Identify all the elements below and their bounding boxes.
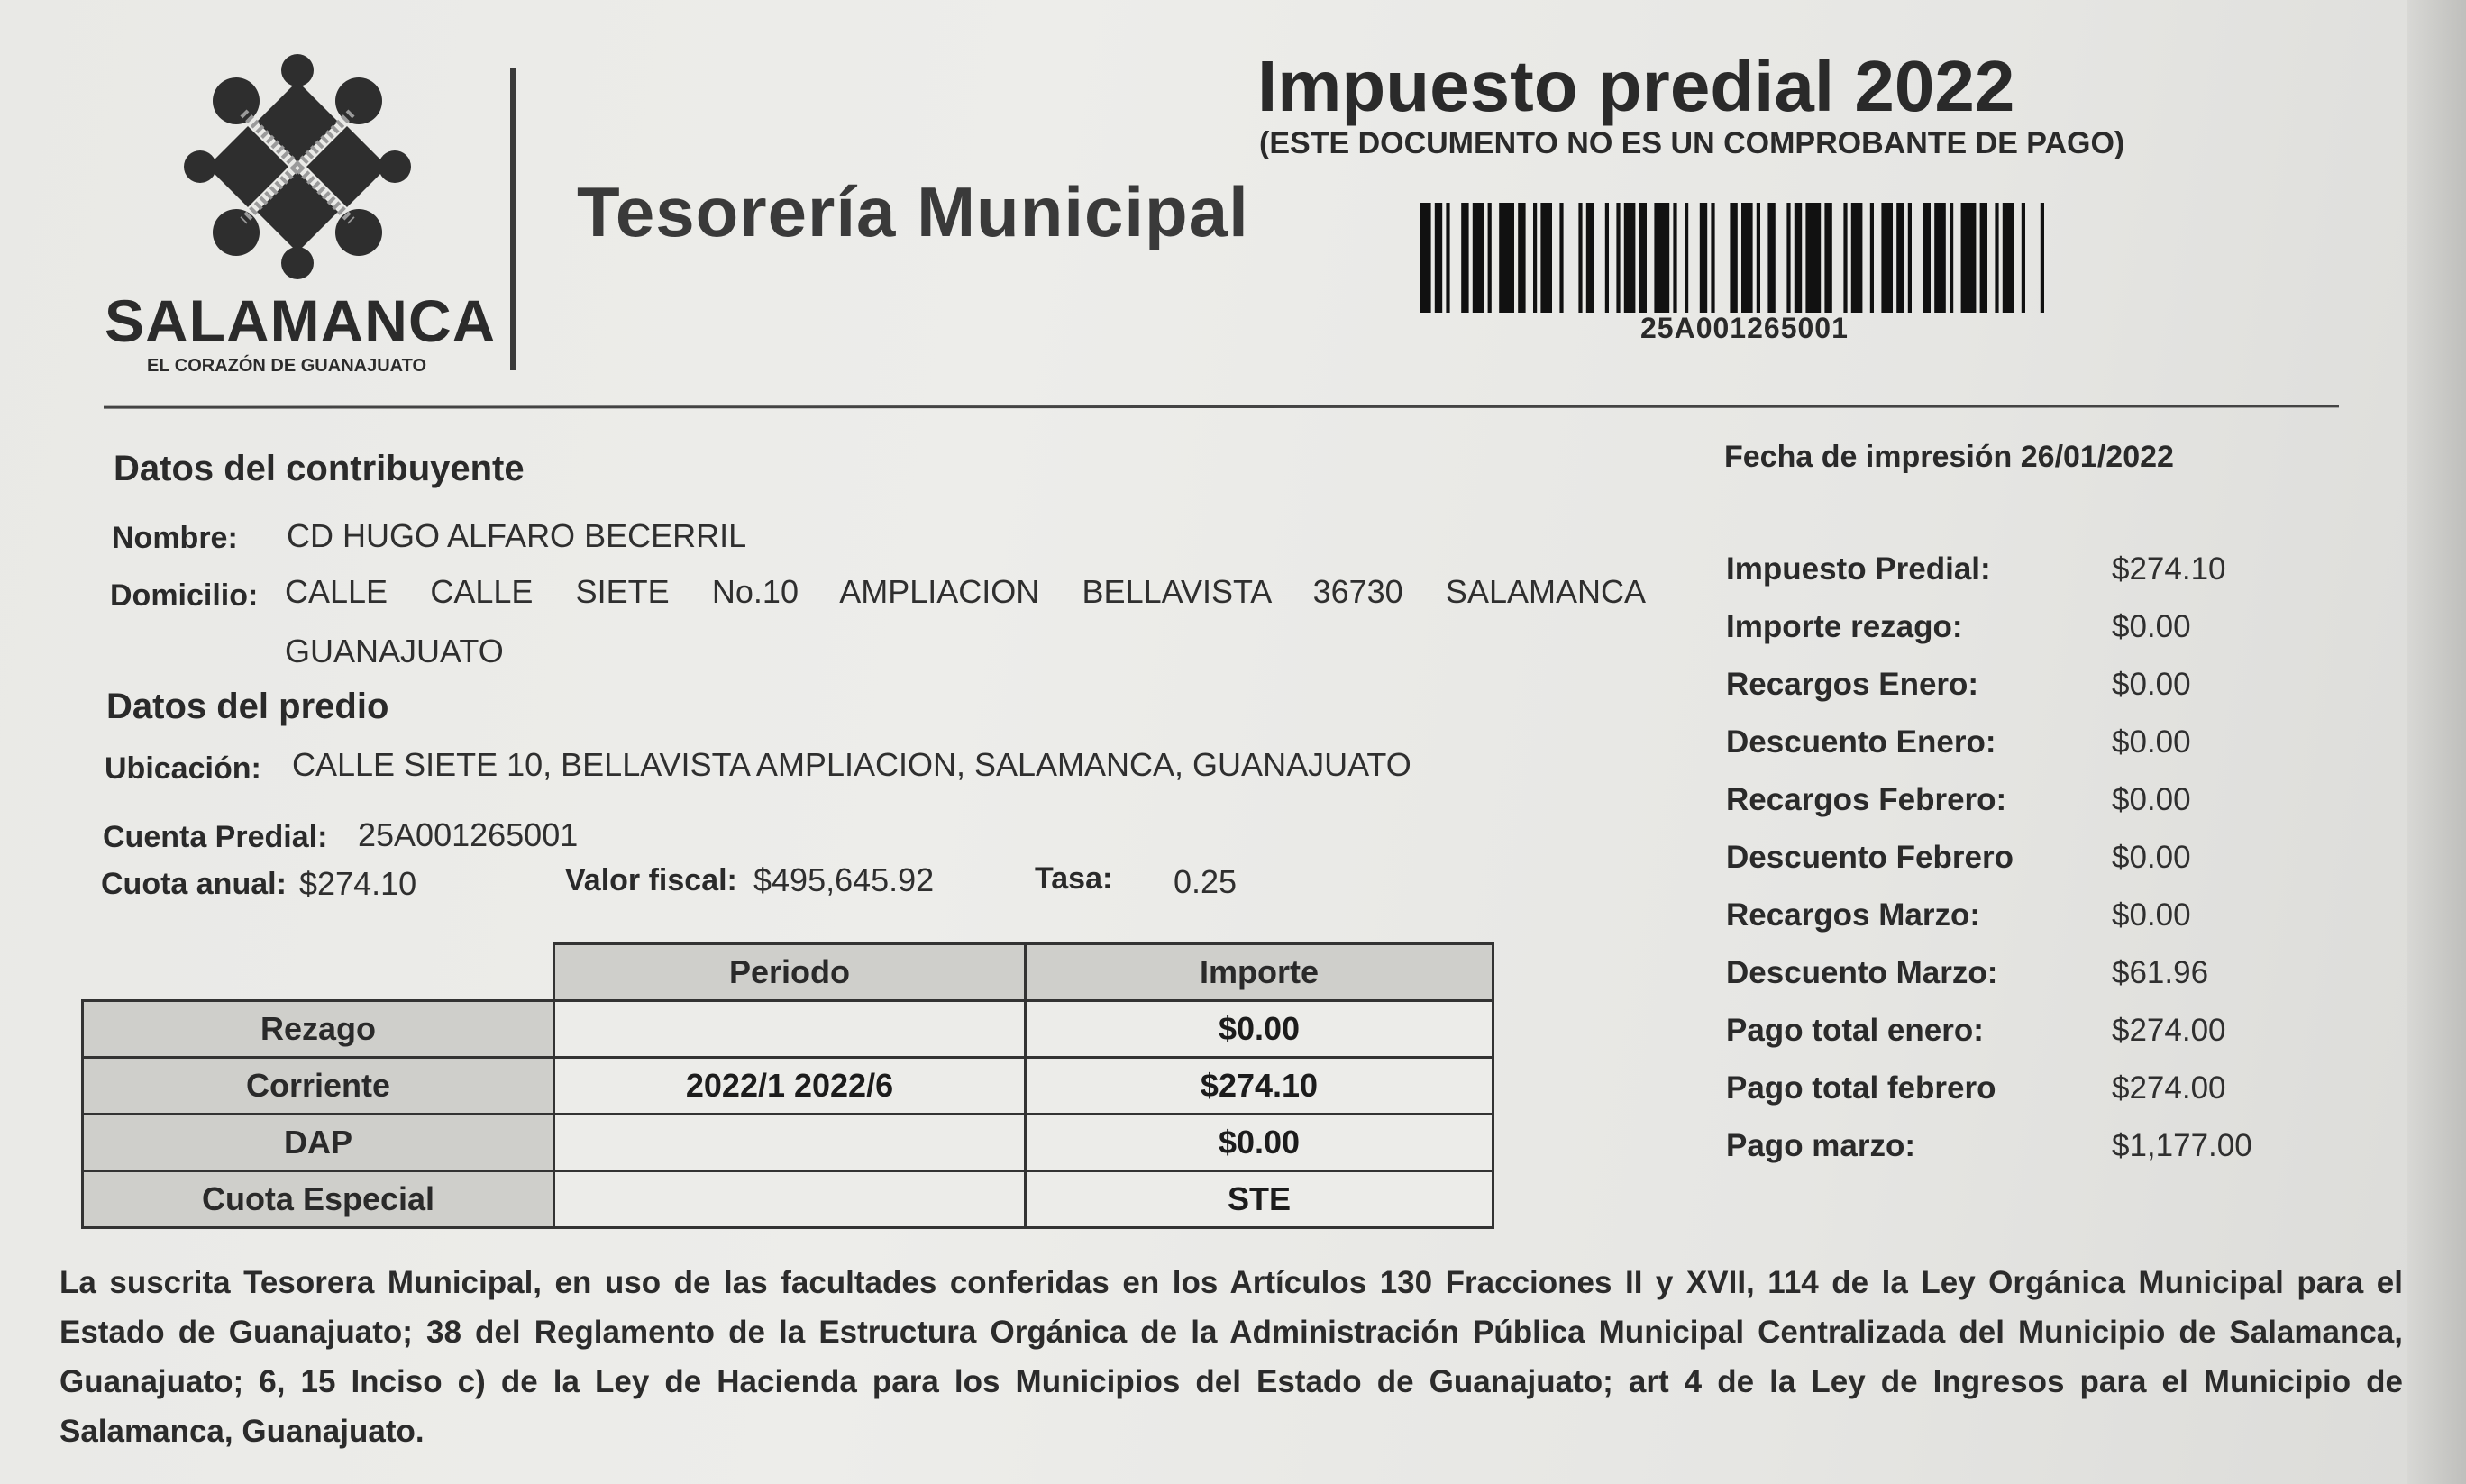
summary-value: $0.00	[2112, 782, 2191, 817]
ubicacion-value: CALLE SIETE 10, BELLAVISTA AMPLIACION, SALAMANCA, GUANAJUATO	[292, 746, 1411, 783]
row-label: Rezago	[83, 1001, 554, 1058]
cuota-label: Cuota anual:	[101, 867, 287, 901]
tasa-value: 0.25	[1174, 863, 1238, 900]
column-header-importe: Importe	[1026, 944, 1493, 1001]
header-divider	[510, 68, 516, 370]
importe-cell: $274.10	[1026, 1058, 1493, 1115]
summary-row	[1726, 609, 2407, 667]
summary-row	[1726, 1128, 2407, 1186]
salamanca-logo-icon	[180, 45, 415, 288]
summary-value: $274.00	[2112, 1013, 2226, 1048]
summary-value: $0.00	[2112, 897, 2191, 933]
summary-row	[1726, 724, 2407, 782]
row-label: Cuota Especial	[83, 1171, 554, 1228]
cuenta-value: 25A001265001	[358, 816, 579, 853]
barcode-number: 25A001265001	[1640, 312, 1849, 344]
ubicacion-label: Ubicación:	[105, 751, 261, 786]
table-corner	[83, 944, 554, 1001]
importe-cell: STE	[1026, 1171, 1493, 1228]
summary-row	[1726, 667, 2407, 724]
table-row	[83, 1171, 1493, 1228]
nombre-label: Nombre:	[112, 521, 238, 555]
payment-summary	[1726, 551, 2407, 1186]
legal-text: La suscrita Tesorera Municipal, en uso de las facultades conferidas en los Artículos 130 Fracciones II y XVII, 114 de la Ley Orgánica Municipal para el Estado de Guanajuato; 38 del Reglamento de la Estructura Orgánica de la Administración Pública Municipal Centralizada del Municipio de Salamanca, Guanajuato; 6, 15 Inciso c) de la Ley de Hacienda para los Municipios del Estado de Guanajuato; art 4 de la Ley de Ingresos para el Municipio de Salamanca, Guanajuato.	[59, 1265, 2403, 1449]
periodo-cell	[554, 1001, 1026, 1058]
document-subtitle: (ESTE DOCUMENTO NO ES UN COMPROBANTE DE PAGO)	[1259, 126, 2125, 160]
periodo-cell	[554, 1171, 1026, 1228]
brand-name: SALAMANCA	[105, 287, 497, 354]
header-rule	[104, 405, 2339, 408]
document-title: Impuesto predial 2022	[1257, 46, 2015, 126]
importe-cell: $0.00	[1026, 1001, 1493, 1058]
domicilio-line1: CALLE CALLE SIETE No.10 AMPLIACION BELLAVISTA 36730 SALAMANCA	[285, 573, 1646, 610]
cuenta-label: Cuenta Predial:	[103, 820, 328, 854]
summary-row	[1726, 551, 2407, 609]
summary-label: Recargos Enero:	[1726, 667, 1979, 702]
summary-value: $274.10	[2112, 551, 2226, 587]
row-label: DAP	[83, 1115, 554, 1171]
summary-row	[1726, 1013, 2407, 1070]
tasa-label: Tasa:	[1035, 861, 1113, 896]
table-header-row	[83, 944, 1493, 1001]
periodo-cell: 2022/1 2022/6	[554, 1058, 1026, 1115]
summary-label: Recargos Marzo:	[1726, 897, 1981, 933]
summary-value: $0.00	[2112, 724, 2191, 760]
summary-value: $0.00	[2112, 840, 2191, 875]
office-name: Tesorería Municipal	[577, 172, 1249, 251]
summary-row	[1726, 955, 2407, 1013]
summary-row	[1726, 897, 2407, 955]
summary-value: $0.00	[2112, 667, 2191, 702]
table-row	[83, 1001, 1493, 1058]
summary-label: Importe rezago:	[1726, 609, 1963, 644]
summary-label: Descuento Enero:	[1726, 724, 1996, 760]
domicilio-label: Domicilio:	[110, 578, 259, 613]
summary-row	[1726, 1070, 2407, 1128]
row-label: Corriente	[83, 1058, 554, 1115]
cuota-value: $274.10	[299, 865, 417, 902]
summary-row	[1726, 782, 2407, 840]
summary-label: Descuento Febrero	[1726, 840, 2014, 875]
table-row	[83, 1115, 1493, 1171]
summary-label: Pago marzo:	[1726, 1128, 1916, 1163]
valor-fiscal-value: $495,645.92	[754, 861, 935, 898]
summary-label: Impuesto Predial:	[1726, 551, 1991, 587]
nombre-value: CD HUGO ALFARO BECERRIL	[287, 517, 747, 554]
section-title-predio: Datos del predio	[106, 687, 389, 726]
periods-table	[81, 942, 1494, 1229]
summary-label: Pago total febrero	[1726, 1070, 1996, 1106]
summary-label: Recargos Febrero:	[1726, 782, 2007, 817]
importe-cell: $0.00	[1026, 1115, 1493, 1171]
table-row	[83, 1058, 1493, 1115]
valor-fiscal-label: Valor fiscal:	[565, 863, 737, 897]
summary-value: $274.00	[2112, 1070, 2226, 1106]
brand-tagline: EL CORAZÓN DE GUANAJUATO	[147, 356, 427, 376]
column-header-periodo: Periodo	[554, 944, 1026, 1001]
summary-value: $0.00	[2112, 609, 2191, 644]
background-edge	[2407, 0, 2466, 1484]
section-title-contribuyente: Datos del contribuyente	[114, 449, 525, 488]
periodo-cell	[554, 1115, 1026, 1171]
summary-label: Descuento Marzo:	[1726, 955, 1998, 990]
summary-label: Pago total enero:	[1726, 1013, 1984, 1048]
barcode-icon	[1420, 203, 2046, 313]
summary-row	[1726, 840, 2407, 897]
domicilio-line2: GUANAJUATO	[285, 633, 504, 669]
summary-value: $61.96	[2112, 955, 2209, 990]
summary-value: $1,177.00	[2112, 1128, 2252, 1163]
fecha-impresion: Fecha de impresión 26/01/2022	[1724, 440, 2174, 474]
